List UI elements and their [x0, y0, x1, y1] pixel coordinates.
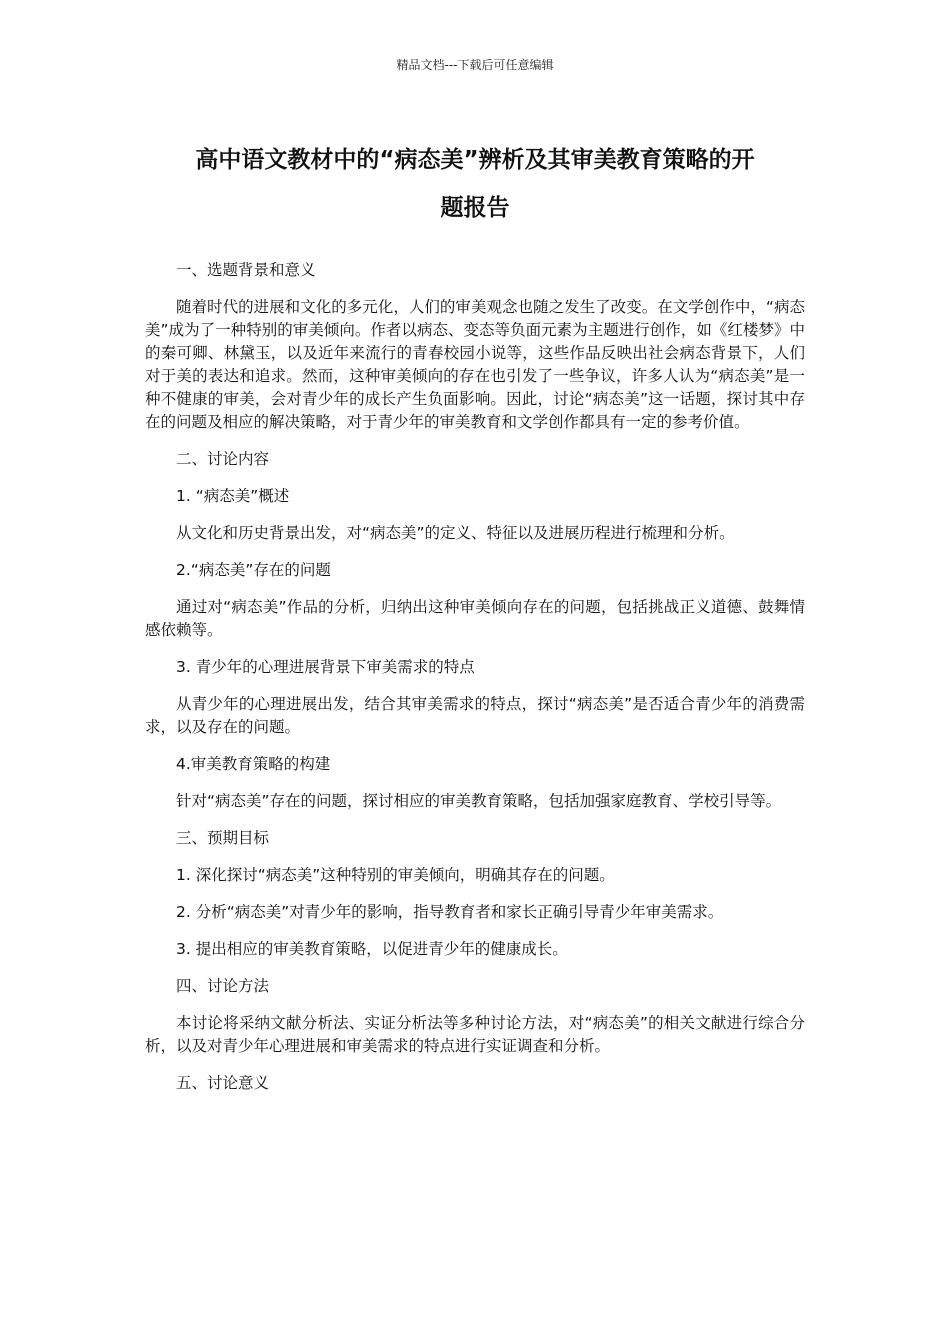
paragraph: 从青少年的心理进展出发，结合其审美需求的特点，探讨“病态美”是否适合青少年的消费需求，以及存在的问题。	[145, 695, 805, 736]
subsection-heading: 3. 青少年的心理进展背景下审美需求的特点	[176, 658, 475, 676]
paragraph: 本讨论将采纳文献分析法、实证分析法等多种讨论方法，对“病态美”的相关文献进行综合分析，以及对青少年心理进展和审美需求的特点进行实证调查和分析。	[145, 1014, 805, 1055]
section-heading: 三、预期目标	[176, 829, 270, 847]
goal-item: 3. 提出相应的审美教育策略，以促进青少年的健康成长。	[176, 940, 568, 958]
title-line-1: 高中语文教材中的“病态美”辨析及其审美教育策略的开	[195, 147, 755, 173]
paragraph: 随着时代的进展和文化的多元化，人们的审美观念也随之发生了改变。在文学创作中，“病态美”成为了一种特别的审美倾向。作者以病态、变态等负面元素为主题进行创作，如《红楼梦》中的秦可卿、林黛玉，以及近年来流行的青春校园小说等，这些作品反映出社会病态背景下，人们对于美的表达和追求。然而，这种审美倾向的存在也引发了一些争议，许多人认为“病态美”是一种不健康的审美，会对青少年的成长产生负面影响。因此，讨论“病态美”这一话题，探讨其中存在的问题及相应的解决策略，对于青少年的审美教育和文学创作都具有一定的参考价值。	[145, 298, 805, 431]
header-note: 精品文档---下载后可任意编辑	[396, 58, 554, 72]
goal-item: 1. 深化探讨“病态美”这种特别的审美倾向，明确其存在的问题。	[176, 866, 615, 884]
paragraph: 通过对“病态美”作品的分析，归纳出这种审美倾向存在的问题，包括挑战正义道德、鼓舞情感依赖等。	[145, 598, 805, 639]
section-heading: 五、讨论意义	[176, 1074, 270, 1092]
subsection-heading: 1. “病态美”概述	[176, 487, 290, 505]
subsection-heading: 4.审美教育策略的构建	[176, 755, 331, 773]
paragraph: 针对“病态美”存在的问题，探讨相应的审美教育策略，包括加强家庭教育、学校引导等。	[176, 792, 782, 810]
section-heading: 二、讨论内容	[176, 450, 270, 468]
section-heading: 四、讨论方法	[176, 977, 270, 995]
title-line-2: 题报告	[440, 195, 510, 221]
paragraph: 从文化和历史背景出发，对“病态美”的定义、特征以及进展历程进行梳理和分析。	[176, 524, 735, 542]
document-title	[145, 136, 805, 232]
goal-item: 2. 分析“病态美”对青少年的影响，指导教育者和家长正确引导青少年审美需求。	[176, 903, 724, 921]
document-body	[145, 259, 805, 1109]
section-heading: 一、选题背景和意义	[176, 261, 316, 279]
subsection-heading: 2.“病态美”存在的问题	[176, 561, 331, 579]
